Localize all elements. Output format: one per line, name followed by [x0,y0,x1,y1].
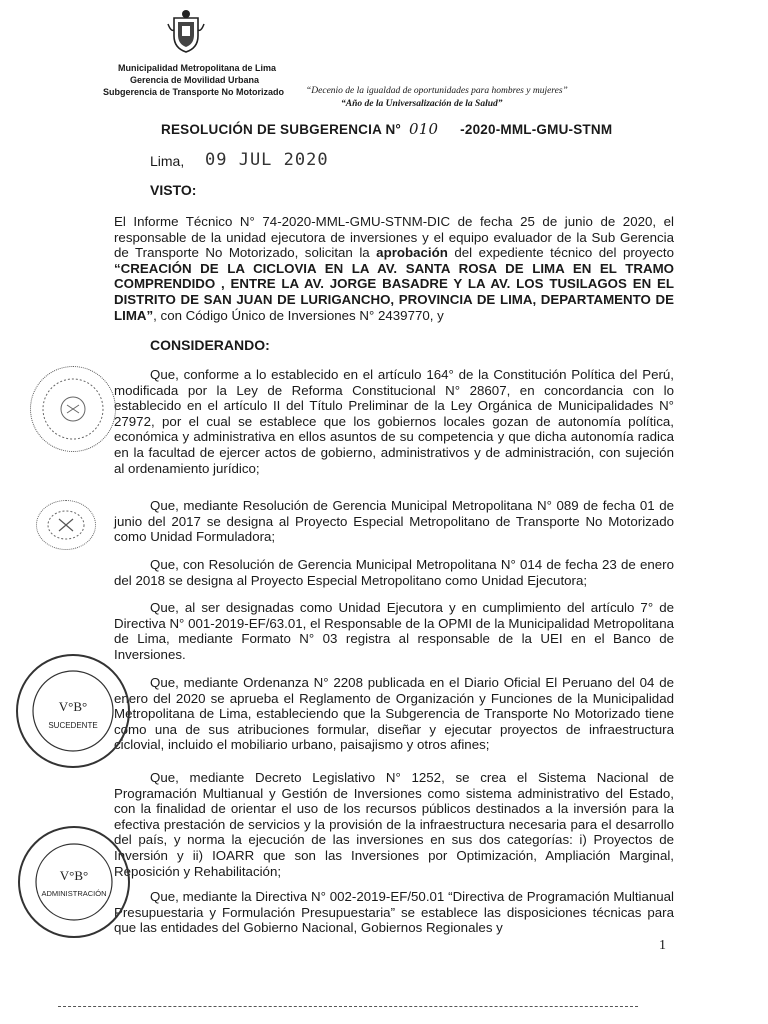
date-stamp: 09 JUL 2020 [205,150,329,170]
visto-text-3: , con Código Único de Inversiones N° 2439770, y [153,307,444,323]
resolution-title [161,120,612,138]
considerando-paragraph-4: Que, al ser designadas como Unidad Ejecutora y en cumplimiento del artículo 7° de Directiva N° 001-2019-EF/63.01, el Responsable de la OPMI de la Municipalidad Metropolitana de Lima, mediante Formato N° 03 registra al responsable de la UEI en el Banco de Inversiones. [114,600,674,662]
considerando-paragraph-1: Que, conforme a lo establecido en el artículo 164° de la Constitución Política del Perú, modificada por la Ley de Reforma Constitucional N° 28607, en concordancia con lo establecido en el artículo II del Título Preliminar de la Ley Orgánica de Municipalidades N° 27972, por el cual se establece que los gobiernos locales gozan de autonomía política, económica y administrativa en ellos asuntos de su competencia y que dicha autonomía radica en la facultad de ejercer actos de gobierno, administrativos y de administración, con sujeción al ordenamiento jurídico; [114,367,674,476]
resolution-title-suffix: -2020-MML-GMU-STNM [460,122,613,137]
vb-seal-sucedente [16,654,130,768]
visto-paragraph [114,214,674,323]
page-number: 1 [659,938,666,953]
coat-of-arms-logo [166,8,206,54]
considerando-heading: CONSIDERANDO: [150,337,270,353]
visto-text-1: El Informe Técnico N° 74-2020-MML-GMU-STNM-DIC de fecha 25 de junio de 2020, el responsable de la unidad ejecutora de inversiones y el equipo evaluador de la Sub Gerencia de Transporte No Motorizado, solicitan la [114,214,674,261]
considerando-paragraph-3: Que, con Resolución de Gerencia Municipal Metropolitana N° 014 de fecha 23 de enero del 2018 se designa al Proyecto Especial Metropolitano como Unidad Ejecutora; [114,557,674,588]
seal-c-center-text: V°B° [59,868,89,883]
place-label: Lima, [150,153,185,169]
resolution-title-prefix: RESOLUCIÓN DE SUBGERENCIA N° [161,122,402,137]
org-name-line2: Gerencia de Movilidad Urbana [130,75,260,85]
official-seal-small [36,500,96,550]
considerando-paragraph-7: Que, mediante la Directiva N° 002-2019-EF/50.01 “Directiva de Programación Multianual Presupuestaria y Formulación Presupuestaria” se establece las disposiciones técnicas para que las entidades del Gobierno Nacional, Gobiernos Regionales y [114,889,674,936]
visto-heading: VISTO: [150,182,197,198]
seal-b-sub-text: SUCEDENTE [48,721,98,730]
visto-text-2: del expediente técnico del proyecto [447,245,674,261]
handwritten-number: 010 [408,120,439,138]
visto-bold-approval: aprobación [376,245,448,261]
header-motto-2: “Año de la Universalización de la Salud” [341,99,503,109]
org-name-line1: Municipalidad Metropolitana de Lima [118,63,277,73]
vb-seal-administracion [18,826,130,938]
seal-b-center-text: V°B° [58,699,88,714]
considerando-paragraph-6: Que, mediante Decreto Legislativo N° 1252, se crea el Sistema Nacional de Programación Multianual y Gestión de Inversiones como sistema administrativo del Estado, con la finalidad de orientar el uso de los recursos públicos destinados a la inversión para la efectiva prestación de servicios y la provisión de la infraestructura necesaria para el desarrollo del país, y norma la ejecución de las inversiones en sus dos categorías: i) Proyectos de Inversión y ii) IOARR que son las Inversiones por Optimización, Ampliación Marginal, Reposición y Rehabilitación; [114,770,674,879]
org-name-line3: Subgerencia de Transporte No Motorizado [103,87,285,97]
seal-c-sub-text: ADMINISTRACIÓN [41,889,107,898]
visto-bold-project: “CREACIÓN DE LA CICLOVIA EN LA AV. SANTA ROSA DE LIMA EN EL TRAMO COMPRENDIDO , ENTRE LA AV. JORGE BASADRE Y LA AV. LOS TUSILAGOS EN EL DISTRITO DE SAN JUAN DE LURIGANCHO, PROVINCIA DE LIMA, DEPARTAMENTO DE LIMA” [114,260,674,323]
considerando-paragraph-2: Que, mediante Resolución de Gerencia Municipal Metropolitana N° 089 de fecha 01 de junio del 2017 se designa al Proyecto Especial Metropolitano de Transporte No Motorizado como Unidad Formuladora; [114,498,674,545]
header-motto-1: “Decenio de la igualdad de oportunidades para hombres y mujeres” [306,86,568,96]
official-seal-a [30,366,116,452]
considerando-paragraph-5: Que, mediante Ordenanza N° 2208 publicada en el Diario Oficial El Peruano del 04 de enero del 2020 se aprueba el Reglamento de Organización y Funciones de la Municipalidad Metropolitana de Lima, estableciendo que la Subgerencia de Transporte No Motorizado tiene como una de sus atribuciones formular, diseñar y ejecutar proyectos de infraestructura ciclovial, incluido el mobiliario urbano, paisajismo y otros afines; [114,675,674,753]
footer-divider [58,1006,638,1007]
